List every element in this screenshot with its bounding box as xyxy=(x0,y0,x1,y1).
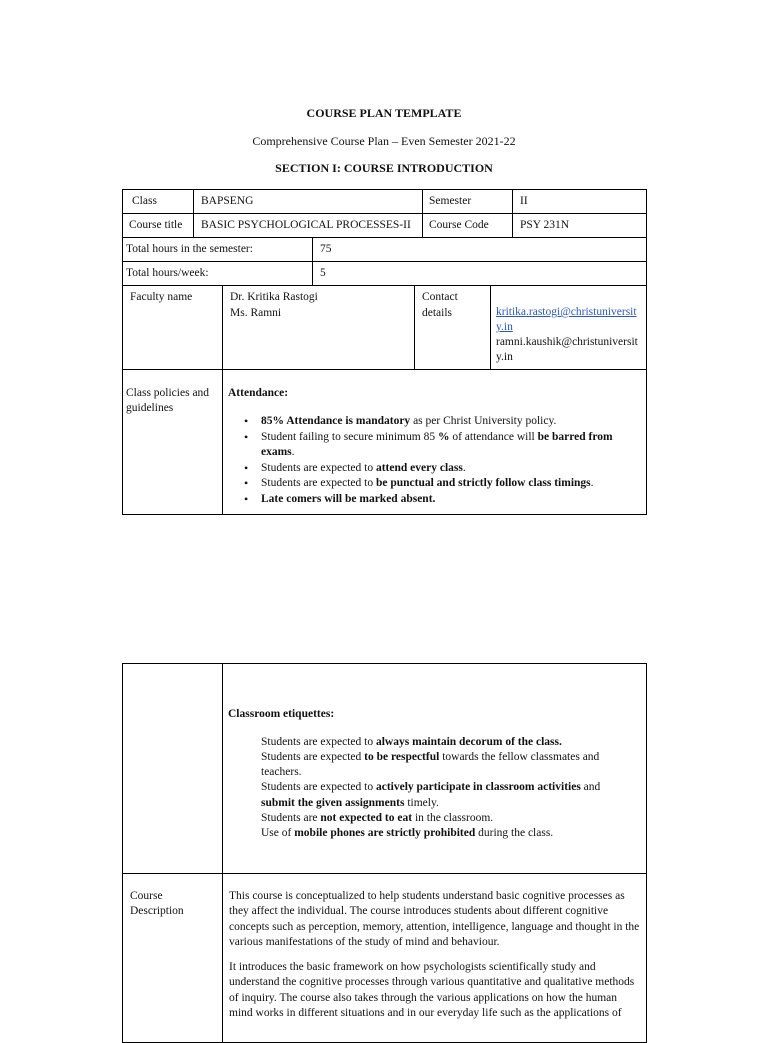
list-item: • Students are expected to attend every class. xyxy=(239,461,639,477)
etiquette-line: Students are expected to be respectful towards the fellow classmates and xyxy=(261,751,600,763)
attendance-heading: Attendance: xyxy=(228,387,289,399)
section-heading: SECTION I: COURSE INTRODUCTION xyxy=(275,161,493,175)
course-code-value: PSY 231N xyxy=(520,219,570,231)
etiquettes-heading: Classroom etiquettes: xyxy=(228,708,335,720)
total-hours-label: Total hours in the semester: xyxy=(126,243,253,255)
policies-label: Class policies and xyxy=(126,387,210,399)
etiquette-line: Students are expected to actively participate in classroom activities and xyxy=(261,781,601,793)
list-item: • Student failing to secure minimum 85 % of attendance will be barred from exams. xyxy=(239,430,639,461)
course-title-value: BASIC PSYCHOLOGICAL PROCESSES-II xyxy=(201,219,411,231)
email-link-1-cont[interactable]: y.in xyxy=(496,321,513,333)
course-description xyxy=(229,889,641,1031)
contact-label: Contact xyxy=(422,291,458,303)
description-paragraph: This course is conceptualized to help students understand basic cognitive processes as they affect the individual. The course introduces students about different cognitive concepts such as perception, memory, attention, intelligence, language and thought in the various manifestations of the study of mind and behaviour. xyxy=(229,890,640,948)
faculty-name-1: Dr. Kritika Rastogi xyxy=(230,291,318,303)
class-value: BAPSENG xyxy=(201,195,254,207)
class-label: Class xyxy=(132,195,157,207)
document-subtitle: Comprehensive Course Plan – Even Semester 2021-22 xyxy=(252,134,516,148)
etiquette-line: Students are not expected to eat in the classroom. xyxy=(261,812,494,824)
course-description-label: Course xyxy=(130,890,163,902)
faculty-name-2: Ms. Ramni xyxy=(230,307,282,319)
etiquette-line: teachers. xyxy=(261,766,302,778)
policies-label-2: guidelines xyxy=(126,402,174,414)
total-hours-value: 75 xyxy=(320,243,332,255)
etiquette-line: Use of mobile phones are strictly prohibited during the class. xyxy=(261,827,554,839)
course-description-label-2: Description xyxy=(130,905,184,917)
email-2-cont: y.in xyxy=(496,351,513,363)
list-item: • Students are expected to be punctual and strictly follow class timings. xyxy=(239,476,639,492)
semester-label: Semester xyxy=(429,195,472,207)
email-2: ramni.kaushik@christuniversit xyxy=(496,336,638,348)
attendance-list xyxy=(239,414,639,507)
etiquette-line: Students are expected to always maintain decorum of the class. xyxy=(261,736,562,748)
list-item: • Late comers will be marked absent. xyxy=(239,492,639,508)
description-paragraph: It introduces the basic framework on how psychologists scientifically study and understand the cognitive processes through various quantitative and qualitative methods of inquiry. The course also takes through the various applications on how the human mind works in different situations and in our everyday life such as the applications of xyxy=(229,961,635,1020)
semester-value: II xyxy=(520,195,528,207)
faculty-label: Faculty name xyxy=(130,291,193,303)
hours-week-label: Total hours/week: xyxy=(126,267,209,279)
course-title-label: Course title xyxy=(129,219,183,231)
email-link-1[interactable]: kritika.rastogi@christuniversit xyxy=(496,306,637,318)
course-code-label: Course Code xyxy=(429,219,489,231)
list-item: • 85% Attendance is mandatory as per Christ University policy. xyxy=(239,414,639,430)
document-title: COURSE PLAN TEMPLATE xyxy=(306,106,462,120)
contact-label-2: details xyxy=(422,307,453,319)
etiquette-line: submit the given assignments timely. xyxy=(261,797,439,809)
hours-week-value: 5 xyxy=(320,267,326,279)
